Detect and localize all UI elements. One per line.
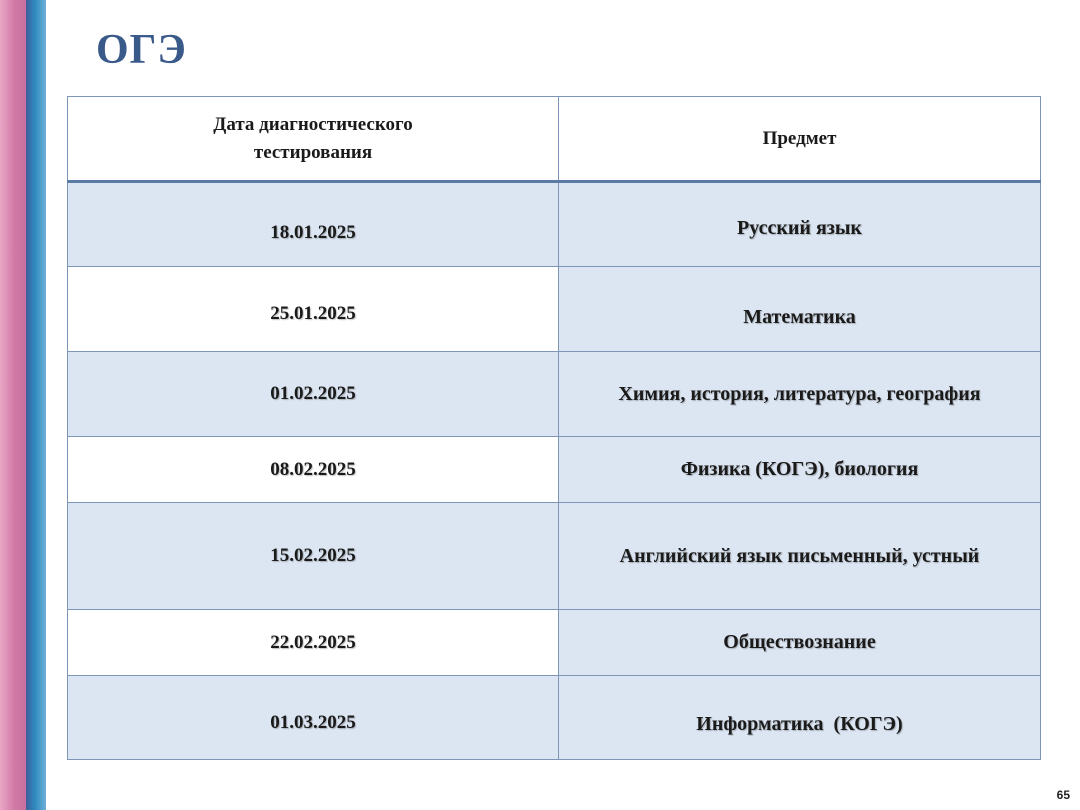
date-value: 08.02.2025 bbox=[270, 458, 356, 480]
subject-value: Информатика (КОГЭ) bbox=[696, 713, 903, 735]
subject-cell bbox=[559, 437, 1041, 503]
subject-value: Обществознание bbox=[723, 631, 876, 653]
date-cell bbox=[68, 182, 559, 267]
date-cell bbox=[68, 676, 559, 760]
subject-cell bbox=[559, 182, 1041, 267]
header-date-label: Дата диагностического тестирования bbox=[213, 113, 413, 163]
header-subject-label: Предмет bbox=[762, 127, 837, 149]
subject-value: Английский язык письменный, устный bbox=[619, 544, 980, 567]
date-value: 15.02.2025 bbox=[270, 545, 356, 566]
subject-value: Русский язык bbox=[737, 217, 862, 239]
subject-value: Физика (КОГЭ), биология bbox=[680, 458, 919, 480]
date-cell bbox=[68, 352, 559, 437]
date-value: 22.02.2025 bbox=[270, 631, 356, 653]
side-bar-blue-stripe bbox=[26, 0, 46, 810]
subject-value: Химия, история, литература, география bbox=[618, 382, 981, 405]
side-bar-pink-stripe bbox=[0, 0, 26, 810]
table-row bbox=[68, 610, 1041, 676]
table-row bbox=[68, 352, 1041, 437]
header-subject bbox=[559, 97, 1041, 182]
subject-cell bbox=[559, 352, 1041, 437]
subject-cell bbox=[559, 676, 1041, 760]
date-cell bbox=[68, 267, 559, 352]
table-row bbox=[68, 267, 1041, 352]
subject-cell bbox=[559, 503, 1041, 610]
table-row bbox=[68, 437, 1041, 503]
subject-cell bbox=[559, 610, 1041, 676]
table-row bbox=[68, 676, 1041, 760]
date-value: 18.01.2025 bbox=[270, 221, 356, 243]
table-header-row bbox=[68, 97, 1041, 182]
decorative-side-bar bbox=[0, 0, 46, 810]
date-value: 01.03.2025 bbox=[270, 711, 356, 733]
table-row bbox=[68, 182, 1041, 267]
schedule-table bbox=[67, 96, 1041, 760]
slide-title: ОГЭ bbox=[96, 27, 187, 73]
header-date bbox=[68, 97, 559, 182]
page-number: 65 bbox=[1056, 788, 1070, 802]
date-value: 25.01.2025 bbox=[270, 303, 356, 324]
date-cell bbox=[68, 610, 559, 676]
date-value: 01.02.2025 bbox=[270, 383, 356, 404]
table-row bbox=[68, 503, 1041, 610]
date-cell bbox=[68, 503, 559, 610]
date-cell bbox=[68, 437, 559, 503]
subject-cell bbox=[559, 267, 1041, 352]
subject-value: Математика bbox=[743, 305, 856, 328]
